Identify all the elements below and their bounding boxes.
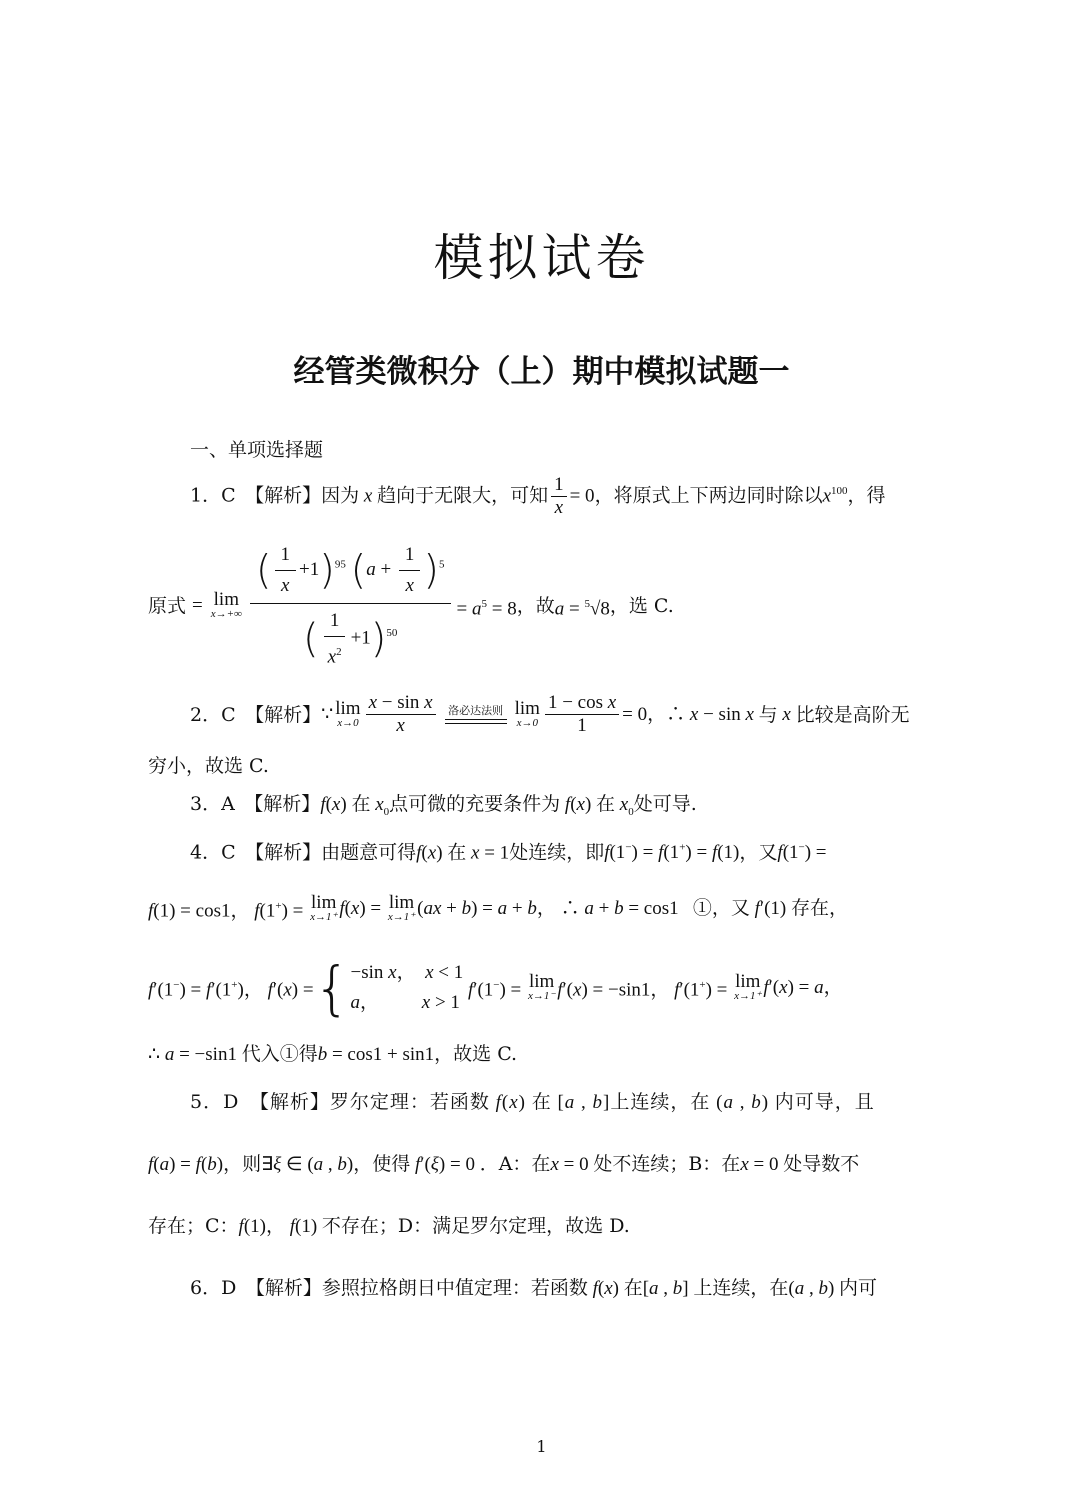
q4-line2: f(1) = cos1， f(1+) = lim x→1⁺ f(x) = lim x→1⁺ (ax + b) = a + b， ∴ a + b = cos1 ①，又 f′(1) 存在， [148,891,849,923]
q1-line1: 1．C 【解析】因为 x 趋向于无限大，可知 $\frac{1}{x}$ = 0，将原式上下两边同时除以$x^{100}$，得 [190,474,886,518]
q5-text-c: 内可导，且 [774,1091,875,1113]
q3-text-a: 在 [351,793,371,815]
q1-formula: 原式 = lim x→+∞ ( $\frac{1}{x}$ +1)$^{95}$ (a + $\frac{1}{x}$ )$^5$ ( $\frac{1}{x^2}$ +1)$^{50}$ = $a^5 = 8$ ，故 a = $^5$√8 ，选 C. [148,540,674,672]
q3-text-c: 在 [596,793,616,815]
q6-text-a: 在 [623,1277,643,1299]
q5-line1: 5．D 【解析】罗尔定理：若函数 f(x) 在 [a , b]上连续，在 (a , b) 内可导，且 [190,1091,875,1113]
q5-head: 5．D 【解析】罗尔定理：若函数 [190,1091,490,1113]
q4-text-c: ，又 [739,841,778,864]
q2-rule-label: 洛必达法则 [448,704,504,717]
exam-subtitle: 经管类微积分（上）期中模拟试题一 [293,354,790,390]
q2-head: 2．C 【解析】 [190,703,322,726]
q4-text-g: ，故选 C. [434,1043,518,1065]
q3-line: 3．A 【解析】f(x) 在 $x_0$点可微的充要条件为 f(x) 在 $x_0$处可导. [190,793,697,818]
q4-text-a: 在 [447,841,467,864]
q5-text-d: ，则 [223,1153,262,1175]
q5-text-a: 在 [531,1091,552,1113]
q6-text-b: 上连续，在 [693,1277,789,1299]
q1-text-c: ，得 [847,484,886,507]
q1-end: ，故 [516,595,555,618]
page-title: 模拟试卷 [433,229,650,287]
q4-text-b: 处连续，即 [509,841,605,864]
q2-text-a: 与 [758,703,778,726]
section-heading: 一、单项选择题 [190,439,324,461]
q3-head: 3．A 【解析】 [190,793,321,815]
q3-text-b: 点可微的充要条件为 [389,793,561,815]
q3-text-d: 处可导. [633,793,697,815]
q5-text-j: 不存在；D：满足罗尔定理，故选 D. [321,1215,630,1237]
q5-line2: f(a) = f(b)，则∃ξ ∈ (a , b)，使得 f′(ξ) = 0 ．A：在x = 0 处不连续；B：在x = 0 处导数不 [148,1153,860,1175]
q6-head: 6．D 【解析】参照拉格朗日中值定理：若函数 [190,1277,588,1299]
q5-text-i: 存在；C： [148,1215,239,1237]
q2-line2: 穷小，故选 C. [148,755,269,777]
q5-text-g: 处不连续；B：在 [593,1153,741,1175]
q5-text-h: 处导数不 [783,1153,860,1175]
q4-text-e: 存在， [791,897,849,919]
q5-text-e: ，使得 [353,1153,411,1175]
q4-line4: ∴ a = −sin1 代入①得b = cos1 + sin1，故选 C. [148,1043,518,1065]
q5-line3: 存在；C：f(1)， f(1) 不存在；D：满足罗尔定理，故选 D. [148,1215,630,1237]
q2-text-b: 比较是高阶无 [795,703,910,726]
q6-text-c: 内可 [839,1277,878,1299]
page-number: 1 [536,1437,547,1456]
q1-head: 1．C 【解析】因为 [190,484,360,507]
q4-line3: f′(1−) = f′(1+)， f′(x) = { −sin x， x < 1 a， x > 1 f′(1−) = lim x→1⁻ f′(x) = −sin1， f′(1+) = lim x→1⁺ f′(x) = a， [148,954,843,1022]
q4-line1: 4．C 【解析】由题意可得f(x) 在 x = 1处连续，即f(1−) = f(1+) = f(1)，又f(1−) = [190,841,827,864]
q5-text-b: 上连续，在 [610,1091,711,1113]
q4-text-d: ①，又 [692,897,750,919]
q1-end2: ，选 C. [609,595,674,618]
q6-line1: 6．D 【解析】参照拉格朗日中值定理：若函数 f(x) 在[a , b] 上连续，在(a , b) 内可 [190,1277,878,1299]
q4-text-f: 代入①得 [241,1043,318,1065]
q1-text-b: ，将原式上下两边同时除以 [594,484,823,507]
q5-text-f: ．A：在 [479,1153,551,1175]
q1-text-a: 趋向于无限大，可知 [377,484,549,507]
q4-head: 4．C 【解析】由题意可得 [190,841,417,864]
q1-yuanshi: 原式 [148,595,187,618]
q2-line1: 2．C 【解析】 ∵ lim x→0 $\frac{\text{x − sin x}}{x}$ 洛必达法则 lim x→0 $\frac{\text{1 − cos x}}{1}$ = 0，∴ x − sin x 与 x 比较是高阶无 [190,692,910,736]
